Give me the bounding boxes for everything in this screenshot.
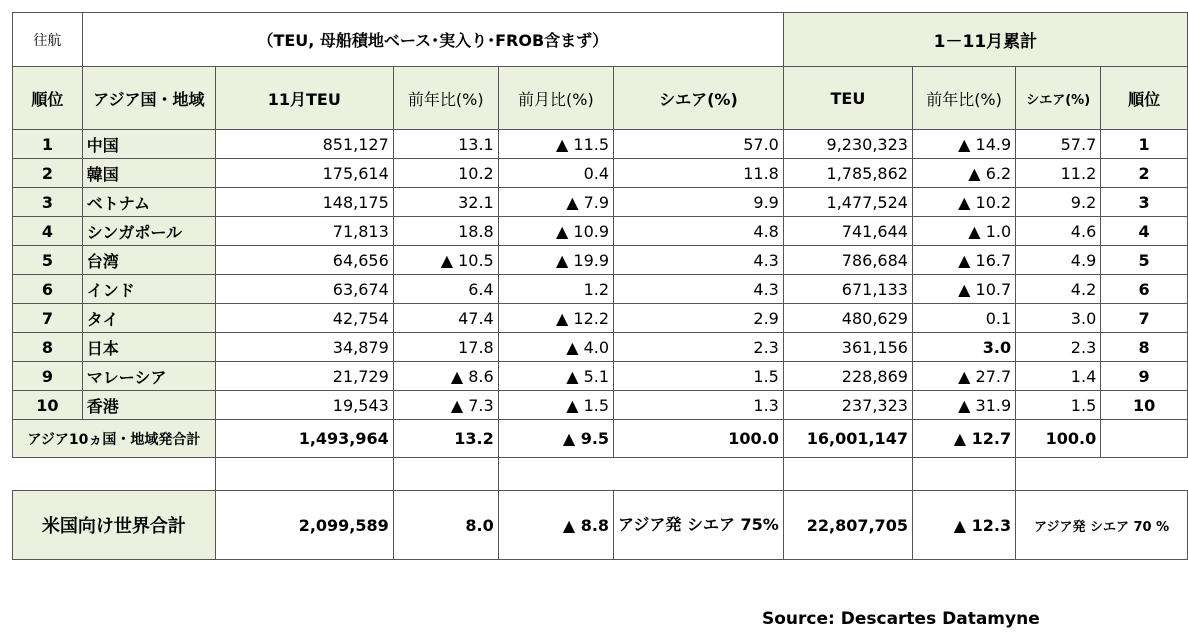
spacer-cell — [393, 458, 498, 491]
cum-share-cell: 57.7 — [1016, 130, 1101, 159]
cum-teu-cell: 228,869 — [783, 362, 912, 391]
cum-yoy-cell: ▲ 10.7 — [912, 275, 1015, 304]
share-cell: 1.5 — [614, 362, 784, 391]
region-name: シンガポール — [82, 217, 215, 246]
col-yoy-cum: 前年比(%) — [912, 67, 1015, 130]
us-total-yoy: 8.0 — [393, 491, 498, 560]
teu-cell: 71,813 — [215, 217, 393, 246]
spacer-cell — [13, 458, 216, 491]
spacer-cell — [783, 458, 912, 491]
table-row — [13, 188, 1188, 217]
cum-yoy-cell: ▲ 27.7 — [912, 362, 1015, 391]
col-region: アジア国・地域 — [82, 67, 215, 130]
table-row — [13, 275, 1188, 304]
cum-share-cell: 3.0 — [1016, 304, 1101, 333]
cum-rank-cell: 9 — [1101, 362, 1188, 391]
region-name: ベトナム — [82, 188, 215, 217]
yoy-cell: 13.1 — [393, 130, 498, 159]
rank-cell: 1 — [13, 130, 83, 159]
region-name: 韓国 — [82, 159, 215, 188]
asia-total-mom: ▲ 9.5 — [498, 420, 613, 458]
region-name: 香港 — [82, 391, 215, 420]
spacer-row — [13, 458, 1188, 491]
table-row — [13, 246, 1188, 275]
table-row — [13, 391, 1188, 420]
cum-yoy-cell: ▲ 1.0 — [912, 217, 1015, 246]
teu-cell: 64,656 — [215, 246, 393, 275]
cum-rank-cell: 3 — [1101, 188, 1188, 217]
cum-teu-cell: 9,230,323 — [783, 130, 912, 159]
cum-teu-cell: 1,477,524 — [783, 188, 912, 217]
cum-rank-cell: 5 — [1101, 246, 1188, 275]
cum-share-cell: 1.4 — [1016, 362, 1101, 391]
rank-cell: 10 — [13, 391, 83, 420]
cum-teu-cell: 786,684 — [783, 246, 912, 275]
cum-teu-cell: 1,785,862 — [783, 159, 912, 188]
asia-total-yoy: 13.2 — [393, 420, 498, 458]
yoy-cell: ▲ 10.5 — [393, 246, 498, 275]
direction-label: 往航 — [13, 13, 83, 67]
table-row — [13, 304, 1188, 333]
share-cell: 9.9 — [614, 188, 784, 217]
us-total-row — [13, 491, 1188, 560]
cum-teu-cell: 480,629 — [783, 304, 912, 333]
cum-rank-cell: 2 — [1101, 159, 1188, 188]
title-row — [13, 13, 1188, 67]
yoy-cell: 18.8 — [393, 217, 498, 246]
table-row — [13, 130, 1188, 159]
cum-rank-cell: 8 — [1101, 333, 1188, 362]
rank-cell: 2 — [13, 159, 83, 188]
cum-share-cell: 4.9 — [1016, 246, 1101, 275]
region-name: インド — [82, 275, 215, 304]
cum-share-cell: 2.3 — [1016, 333, 1101, 362]
rank-cell: 8 — [13, 333, 83, 362]
mom-cell: 1.2 — [498, 275, 613, 304]
yoy-cell: 47.4 — [393, 304, 498, 333]
mom-cell: ▲ 5.1 — [498, 362, 613, 391]
data-rows — [13, 130, 1188, 420]
col-teu-nov: 11月TEU — [215, 67, 393, 130]
teu-table — [12, 12, 1188, 560]
region-name: 中国 — [82, 130, 215, 159]
cum-rank-cell: 1 — [1101, 130, 1188, 159]
teu-cell: 851,127 — [215, 130, 393, 159]
cum-rank-cell: 10 — [1101, 391, 1188, 420]
cum-yoy-cell: ▲ 14.9 — [912, 130, 1015, 159]
cum-rank-cell: 4 — [1101, 217, 1188, 246]
share-cell: 57.0 — [614, 130, 784, 159]
rank-cell: 7 — [13, 304, 83, 333]
rank-cell: 4 — [13, 217, 83, 246]
teu-cell: 63,674 — [215, 275, 393, 304]
asia-total-empty — [1101, 420, 1188, 458]
us-total-label: 米国向け世界合計 — [13, 491, 216, 560]
us-asia-share: アジア発 シエア 75% — [614, 491, 784, 560]
share-cell: 2.3 — [614, 333, 784, 362]
share-cell: 11.8 — [614, 159, 784, 188]
mom-cell: ▲ 19.9 — [498, 246, 613, 275]
us-cum-asia-share: アジア発 シエア 70 % — [1016, 491, 1188, 560]
mom-cell: ▲ 11.5 — [498, 130, 613, 159]
cum-yoy-cell: ▲ 6.2 — [912, 159, 1015, 188]
col-rank: 順位 — [13, 67, 83, 130]
cum-teu-cell: 671,133 — [783, 275, 912, 304]
share-cell: 4.3 — [614, 246, 784, 275]
cum-share-cell: 4.2 — [1016, 275, 1101, 304]
asia-total-label: アジア10ヵ国・地域発合計 — [13, 420, 216, 458]
cum-rank-cell: 7 — [1101, 304, 1188, 333]
us-total-cum-yoy: ▲ 12.3 — [912, 491, 1015, 560]
rank-cell: 5 — [13, 246, 83, 275]
teu-cell: 19,543 — [215, 391, 393, 420]
cumulative-label: 1－11月累計 — [783, 13, 1187, 67]
col-share: シエア(%) — [614, 67, 784, 130]
asia-total-cum-teu: 16,001,147 — [783, 420, 912, 458]
teu-cell: 175,614 — [215, 159, 393, 188]
teu-cell: 42,754 — [215, 304, 393, 333]
spacer-cell — [498, 458, 783, 491]
table-row — [13, 217, 1188, 246]
share-cell: 1.3 — [614, 391, 784, 420]
asia-total-teu: 1,493,964 — [215, 420, 393, 458]
cum-teu-cell: 237,323 — [783, 391, 912, 420]
teu-cell: 148,175 — [215, 188, 393, 217]
yoy-cell: 10.2 — [393, 159, 498, 188]
us-total-mom: ▲ 8.8 — [498, 491, 613, 560]
yoy-cell: 17.8 — [393, 333, 498, 362]
us-total-teu: 2,099,589 — [215, 491, 393, 560]
rank-cell: 6 — [13, 275, 83, 304]
basis-label: （TEU, 母船積地ベース･実入り･FROB含まず） — [82, 13, 783, 67]
teu-cell: 34,879 — [215, 333, 393, 362]
asia-total-share: 100.0 — [614, 420, 784, 458]
col-rank-cum: 順位 — [1101, 67, 1188, 130]
mom-cell: ▲ 1.5 — [498, 391, 613, 420]
mom-cell: ▲ 12.2 — [498, 304, 613, 333]
column-header-row — [13, 67, 1188, 130]
cum-teu-cell: 361,156 — [783, 333, 912, 362]
source-credit: Source: Descartes Datamyne — [762, 609, 1040, 629]
cum-yoy-cell: ▲ 16.7 — [912, 246, 1015, 275]
asia-total-row — [13, 420, 1188, 458]
asia-total-cum-share: 100.0 — [1016, 420, 1101, 458]
cum-share-cell: 11.2 — [1016, 159, 1101, 188]
region-name: タイ — [82, 304, 215, 333]
table-row — [13, 159, 1188, 188]
col-share-cum: シエア(%) — [1016, 67, 1101, 130]
yoy-cell: ▲ 8.6 — [393, 362, 498, 391]
share-cell: 4.8 — [614, 217, 784, 246]
cum-yoy-cell: 3.0 — [912, 333, 1015, 362]
region-name: マレーシア — [82, 362, 215, 391]
cum-share-cell: 1.5 — [1016, 391, 1101, 420]
rank-cell: 3 — [13, 188, 83, 217]
col-teu-cum: TEU — [783, 67, 912, 130]
col-yoy: 前年比(%) — [393, 67, 498, 130]
cum-rank-cell: 6 — [1101, 275, 1188, 304]
cum-yoy-cell: ▲ 31.9 — [912, 391, 1015, 420]
spacer-cell — [912, 458, 1015, 491]
table-row — [13, 333, 1188, 362]
table-row — [13, 362, 1188, 391]
cum-share-cell: 4.6 — [1016, 217, 1101, 246]
col-mom: 前月比(%) — [498, 67, 613, 130]
yoy-cell: ▲ 7.3 — [393, 391, 498, 420]
region-name: 日本 — [82, 333, 215, 362]
rank-cell: 9 — [13, 362, 83, 391]
yoy-cell: 6.4 — [393, 275, 498, 304]
mom-cell: 0.4 — [498, 159, 613, 188]
us-total-cum-teu: 22,807,705 — [783, 491, 912, 560]
cum-yoy-cell: ▲ 10.2 — [912, 188, 1015, 217]
cum-teu-cell: 741,644 — [783, 217, 912, 246]
spacer-cell — [1016, 458, 1188, 491]
spacer-cell — [215, 458, 393, 491]
mom-cell: ▲ 10.9 — [498, 217, 613, 246]
cum-share-cell: 9.2 — [1016, 188, 1101, 217]
cum-yoy-cell: 0.1 — [912, 304, 1015, 333]
region-name: 台湾 — [82, 246, 215, 275]
yoy-cell: 32.1 — [393, 188, 498, 217]
mom-cell: ▲ 7.9 — [498, 188, 613, 217]
share-cell: 2.9 — [614, 304, 784, 333]
mom-cell: ▲ 4.0 — [498, 333, 613, 362]
teu-cell: 21,729 — [215, 362, 393, 391]
asia-total-cum-yoy: ▲ 12.7 — [912, 420, 1015, 458]
share-cell: 4.3 — [614, 275, 784, 304]
